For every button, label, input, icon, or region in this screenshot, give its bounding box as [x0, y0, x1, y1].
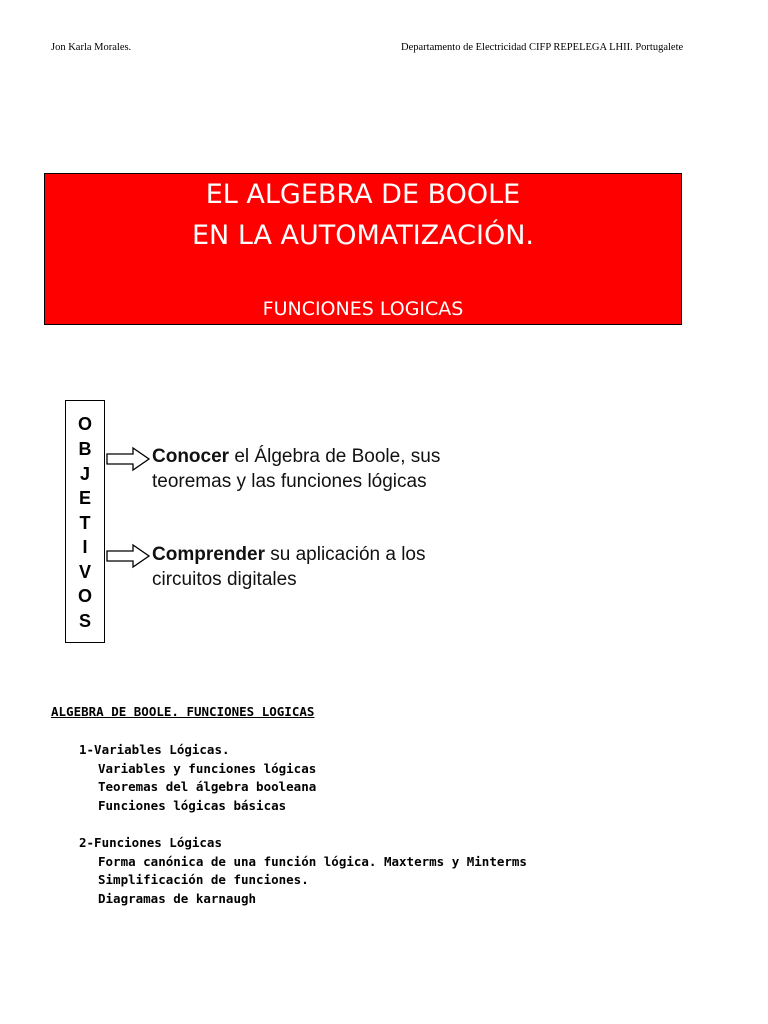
- toc-item: Variables y funciones lógicas: [98, 761, 317, 776]
- contents-title: ALGEBRA DE BOOLE. FUNCIONES LOGICAS: [51, 704, 315, 719]
- objetivos-letter: B: [78, 439, 92, 459]
- title-box: [44, 173, 682, 325]
- objetivos-letter: J: [79, 464, 90, 484]
- toc-item: Forma canónica de una función lógica. Maxterms y Minterms: [98, 854, 527, 869]
- toc-item: Simplificación de funciones.: [98, 872, 309, 887]
- section-2-heading: 2-Funciones Lógicas: [79, 835, 222, 850]
- objetivos-box: [65, 400, 105, 643]
- toc-item: Diagramas de karnaugh: [98, 891, 257, 906]
- objective-1-text: el Álgebra de Boole, sus: [229, 446, 441, 467]
- objective-1-line2: teoremas y las funciones lógicas: [152, 471, 427, 492]
- objective-1-verb: Conocer: [152, 446, 230, 467]
- objetivos-letter: T: [79, 513, 91, 533]
- objetivos-letter: O: [77, 586, 92, 606]
- toc-item: Teoremas del álgebra booleana: [98, 779, 317, 794]
- objetivos-letter: V: [78, 562, 91, 582]
- objetivos-letter: O: [77, 414, 92, 434]
- objective-2-text: su aplicación a los: [264, 544, 426, 565]
- title-subtitle: FUNCIONES LOGICAS: [262, 298, 464, 320]
- right-arrow-icon: [105, 543, 151, 569]
- objetivos-letter: S: [78, 611, 91, 631]
- objetivos-letter: E: [78, 488, 91, 508]
- objective-2-verb: Comprender: [152, 544, 265, 565]
- title-line-2: EN LA AUTOMATIZACIÓN.: [192, 220, 534, 251]
- objective-2: [152, 542, 426, 592]
- right-arrow-icon: [105, 446, 151, 472]
- objetivos-letter: I: [82, 537, 88, 557]
- header-author: Jon Karla Morales.: [51, 42, 132, 53]
- title-line-1: EL ALGEBRA DE BOOLE: [205, 179, 521, 210]
- objective-1: [152, 444, 440, 494]
- section-1-heading: 1-Variables Lógicas.: [79, 742, 230, 757]
- toc-item: Funciones lógicas básicas: [98, 798, 287, 813]
- objective-2-line2: circuitos digitales: [152, 569, 297, 590]
- header-department: Departamento de Electricidad CIFP REPELEGA LHII. Portugalete: [401, 42, 684, 53]
